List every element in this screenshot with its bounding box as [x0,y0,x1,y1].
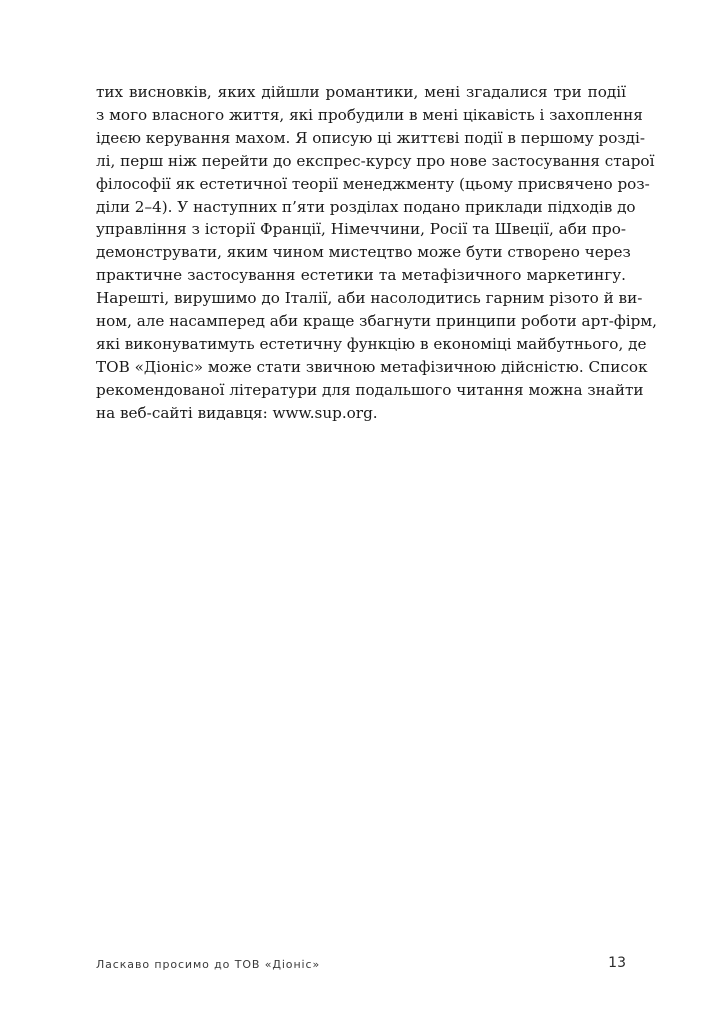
paragraph-line: ТОВ «Діоніс» може стати звичною метафізичною дійсністю. Список [96,357,648,376]
paragraph-line: діли 2–4). У наступних п’яти розділах подано приклади підходів до [96,197,636,216]
paragraph-line: на веб-сайті видавця: www.sup.org. [96,403,378,422]
paragraph-line: лі, перш ніж перейти до експрес-курсу про нове застосування старої [96,151,655,170]
paragraph-line: ном, але насамперед аби краще збагнути принципи роботи арт-фірм, [96,312,657,331]
running-title: Ласкаво просимо до ТОВ «Діоніс» [96,958,321,971]
page-number: 13 [608,955,626,971]
body-paragraph [96,81,657,425]
paragraph-line: філософії як естетичної теорії менеджменту (цьому присвячено роз- [96,174,650,193]
paragraph-line: ідеєю керування махом. Я описую ці життєві події в першому розді- [96,128,645,147]
paragraph-line: демонструвати, яким чином мистецтво може бути створено через [96,243,631,262]
paragraph-line: рекомендованої літератури для подальшого читання можна знайти [96,380,644,399]
paragraph-line: управління з історії Франції, Німеччини, Росії та Швеції, аби про- [96,220,626,239]
paragraph-line: які виконуватимуть естетичну функцію в економіці майбутнього, де [96,334,647,353]
paragraph-line: з мого власного життя, які пробудили в мені цікавість і захоплення [96,105,643,124]
paragraph-line: тих висновків, яких дійшли романтики, мені згадалися три події [96,83,626,101]
paragraph-line: Нарешті, вирушимо до Італії, аби насолодитись гарним різото й ви- [96,289,643,308]
paragraph-line: практичне застосування естетики та метафізичного маркетингу. [96,266,626,285]
